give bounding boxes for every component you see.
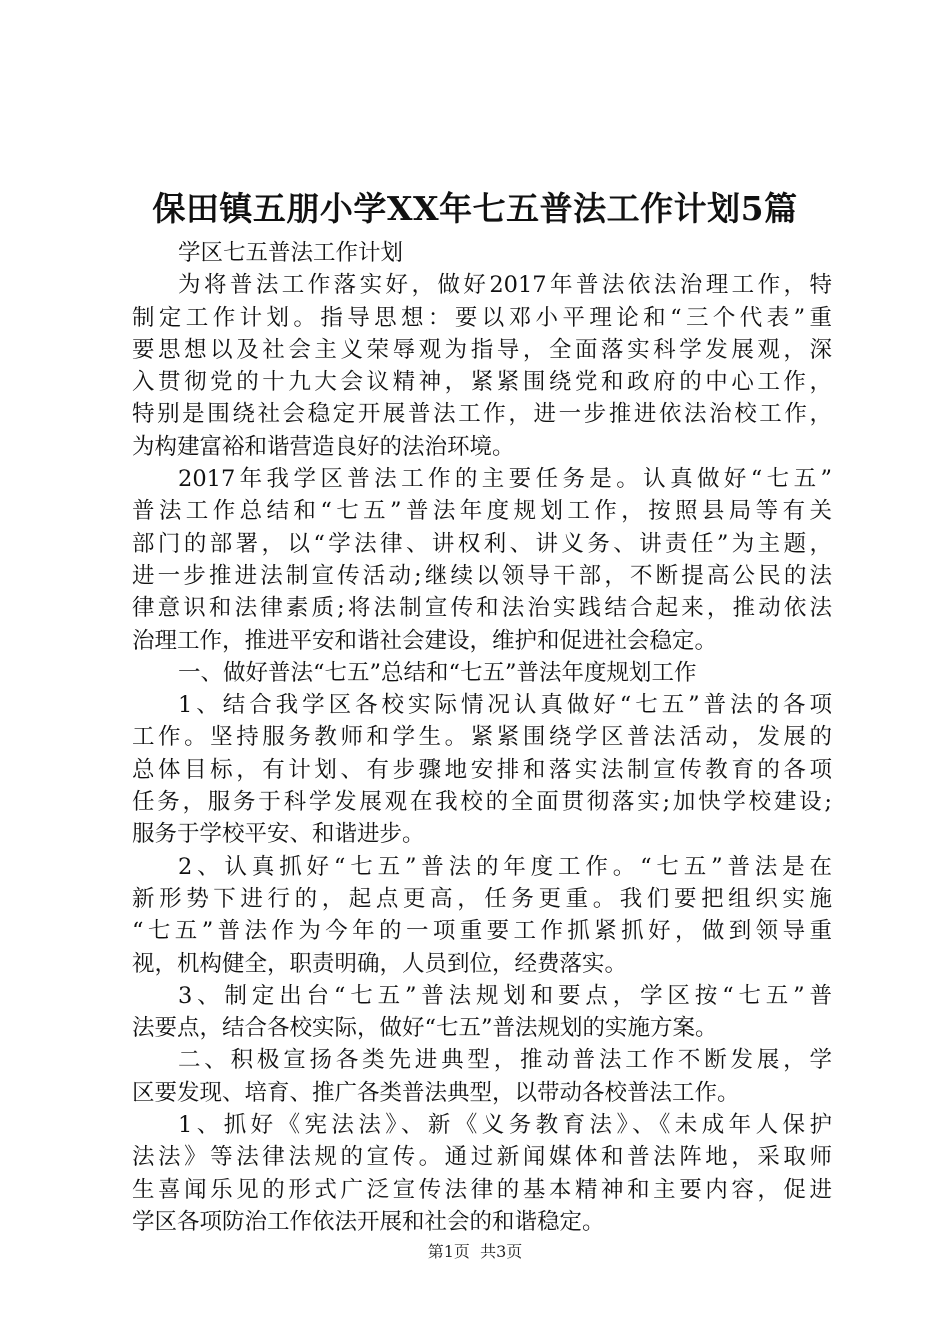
text-line: 特别是围绕社会稳定开展普法工作，进一步推进依法治校工作， [132,401,832,428]
text-line: 进一步推进法制宣传活动;继续以领导干部，不断提高公民的法 [132,562,832,589]
text-line: 服务于学校平安、和谐进步。 [132,821,425,848]
text-line: “七五”普法作为今年的一项重要工作抓紧抓好，做到领导重 [132,918,832,945]
text-line: 为构建富裕和谐营造良好的法治环境。 [132,433,515,460]
text-line: 任务，服务于科学发展观在我校的全面贯彻落实;加快学校建设; [132,789,832,816]
text-line: 学区各项防治工作依法开展和社会的和谐稳定。 [132,1208,605,1235]
document-title: 保田镇五朋小学XX年七五普法工作计划5篇 [152,189,798,228]
text-line: 学区七五普法工作计划 [178,240,404,266]
document-body [132,237,832,1238]
text-line: 新形势下进行的，起点更高，任务更重。我们要把组织实施 [132,885,832,912]
text-line: 律意识和法律素质;将法制宣传和法治实践结合起来，推动依法 [132,595,832,622]
text-line: 一、做好普法“七五”总结和“七五”普法年度规划工作 [178,659,697,686]
text-line: 区要发现、培育、推广各类普法典型，以带动各校普法工作。 [132,1079,740,1106]
text-line: 2017年我学区普法工作的主要任务是。认真做好“七五” [178,466,832,493]
text-line: 1、结合我学区各校实际情况认真做好“七五”普法的各项 [178,692,832,719]
text-line: 普法工作总结和“七五”普法年度规划工作，按照县局等有关 [132,498,832,525]
text-line: 法法》等法律法规的宣传。通过新闻媒体和普法阵地，采取师 [132,1144,832,1171]
text-line: 2、认真抓好“七五”普法的年度工作。“七五”普法是在 [178,853,832,880]
text-line: 1、抓好《宪法法》、新《义务教育法》、《未成年人保护 [178,1112,832,1139]
text-line: 生喜闻乐见的形式广泛宣传法律的基本精神和主要内容，促进 [132,1176,832,1203]
text-line: 部门的部署，以“学法律、讲权利、讲义务、讲责任”为主题， [132,530,832,557]
text-line: 二、积极宣扬各类先进典型，推动普法工作不断发展，学 [178,1047,832,1074]
text-line: 制定工作计划。指导思想：要以邓小平理论和“三个代表”重 [132,304,832,331]
text-line: 入贯彻党的十九大会议精神，紧紧围绕党和政府的中心工作， [132,369,832,396]
text-line: 治理工作，推进平安和谐社会建设，维护和促进社会稳定。 [132,627,718,654]
text-line: 总体目标，有计划、有步骤地安排和落实法制宣传教育的各项 [132,756,832,783]
text-line: 法要点，结合各校实际，做好“七五”普法规划的实施方案。 [132,1015,718,1042]
page-footer: 第1页 共3页 [427,1242,523,1261]
text-line: 工作。坚持服务教师和学生。紧紧围绕学区普法活动，发展的 [132,724,832,751]
text-line: 3、制定出台“七五”普法规划和要点，学区按“七五”普 [178,982,832,1009]
text-line: 视，机构健全，职责明确，人员到位，经费落实。 [132,950,628,977]
text-line: 为将普法工作落实好，做好2017年普法依法治理工作，特 [178,272,832,299]
text-line: 要思想以及社会主义荣辱观为指导，全面落实科学发展观，深 [132,336,832,363]
